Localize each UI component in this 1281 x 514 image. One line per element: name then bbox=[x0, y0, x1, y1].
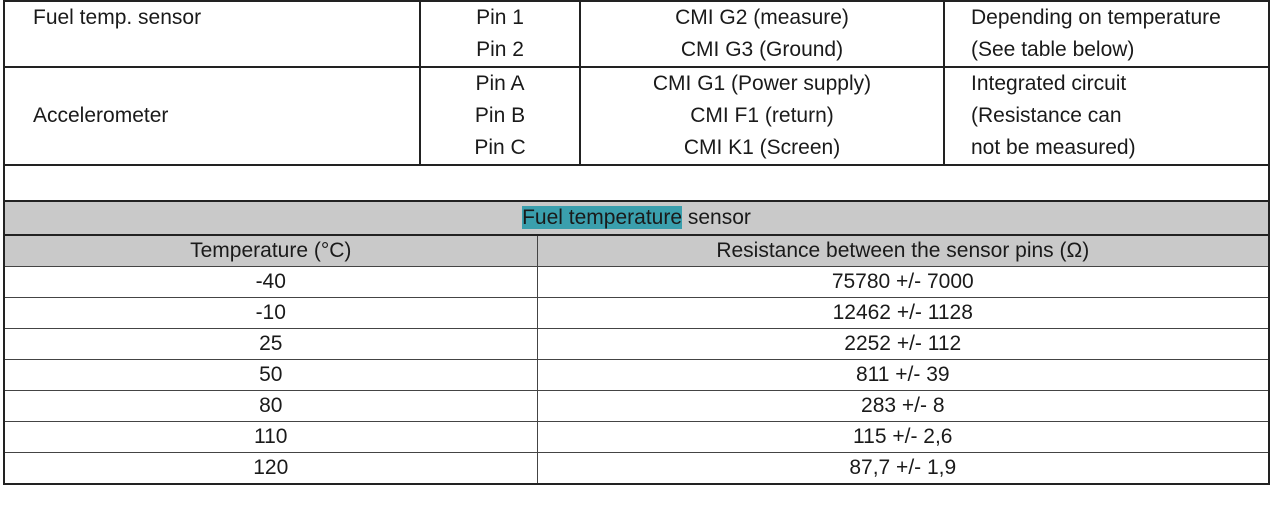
table-row bbox=[4, 267, 1269, 298]
cmi-connection: CMI G2 (measure) bbox=[580, 1, 944, 34]
table-row bbox=[4, 132, 1269, 165]
cmi-connection: CMI F1 (return) bbox=[580, 100, 944, 132]
pin-label: Pin C bbox=[420, 132, 580, 165]
table-title bbox=[4, 201, 1269, 235]
resistance-cell: 75780 +/- 7000 bbox=[537, 267, 1269, 298]
table-row bbox=[4, 360, 1269, 391]
resistance-value: Depending on temperature bbox=[944, 1, 1269, 34]
resistance-cell: 87,7 +/- 1,9 bbox=[537, 453, 1269, 485]
pin-label: Pin 2 bbox=[420, 34, 580, 67]
resistance-cell: 12462 +/- 1128 bbox=[537, 298, 1269, 329]
temperature-cell: 80 bbox=[4, 391, 537, 422]
cmi-connection: CMI K1 (Screen) bbox=[580, 132, 944, 165]
temperature-cell: -40 bbox=[4, 267, 537, 298]
temperature-cell: 25 bbox=[4, 329, 537, 360]
search-highlight: Fuel temperature bbox=[522, 206, 683, 229]
cmi-connection: CMI G3 (Ground) bbox=[580, 34, 944, 67]
resistance-cell: 2252 +/- 112 bbox=[537, 329, 1269, 360]
resistance-cell: 115 +/- 2,6 bbox=[537, 422, 1269, 453]
table-row bbox=[4, 1, 1269, 34]
table-title-rest: sensor bbox=[682, 206, 751, 229]
resistance-table bbox=[3, 200, 1270, 485]
resistance-cell: 811 +/- 39 bbox=[537, 360, 1269, 391]
table-row bbox=[4, 34, 1269, 67]
table-header-row bbox=[4, 235, 1269, 267]
table-row bbox=[4, 422, 1269, 453]
resistance-cell: 283 +/- 8 bbox=[537, 391, 1269, 422]
connector-pin-table bbox=[3, 0, 1270, 202]
cmi-connection: CMI G1 (Power supply) bbox=[580, 67, 944, 100]
resistance-value: not be measured) bbox=[944, 132, 1269, 165]
component-name: Accelerometer bbox=[4, 100, 420, 132]
component-name: Fuel temp. sensor bbox=[4, 1, 420, 34]
table-row bbox=[4, 453, 1269, 485]
pin-label: Pin B bbox=[420, 100, 580, 132]
temperature-cell: 120 bbox=[4, 453, 537, 485]
table-row bbox=[4, 100, 1269, 132]
temperature-cell: 110 bbox=[4, 422, 537, 453]
table-row bbox=[4, 165, 1269, 201]
temperature-cell: -10 bbox=[4, 298, 537, 329]
table-row bbox=[4, 298, 1269, 329]
temperature-cell: 50 bbox=[4, 360, 537, 391]
pin-label: Pin 1 bbox=[420, 1, 580, 34]
resistance-value: Integrated circuit bbox=[944, 67, 1269, 100]
column-header-temperature: Temperature (°C) bbox=[4, 235, 537, 267]
resistance-value: (See table below) bbox=[944, 34, 1269, 67]
table-row bbox=[4, 391, 1269, 422]
resistance-value: (Resistance can bbox=[944, 100, 1269, 132]
pin-label: Pin A bbox=[420, 67, 580, 100]
table-row bbox=[4, 67, 1269, 100]
column-header-resistance: Resistance between the sensor pins (Ω) bbox=[537, 235, 1269, 267]
table-row bbox=[4, 329, 1269, 360]
table-title-row bbox=[4, 201, 1269, 235]
